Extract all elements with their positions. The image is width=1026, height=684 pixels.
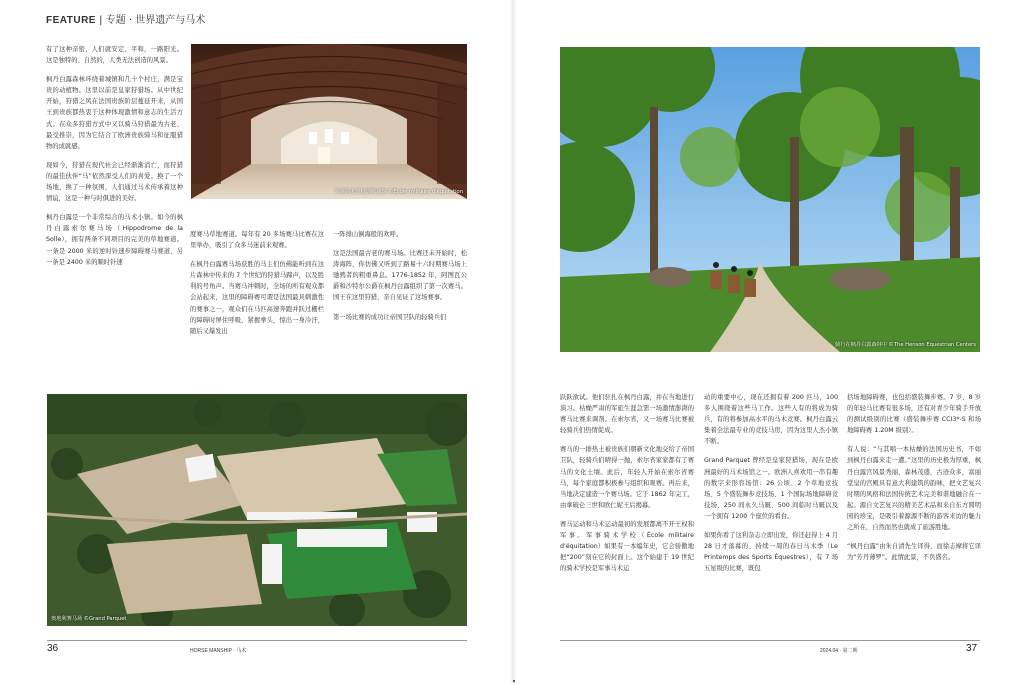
paragraph: 现如今，狩猎在现代社会已经渐渐消亡，而狩猎的最佳伙伴“马”依然深受人们的喜爱。换了一个场地，换了一种氛围，人们通过马术传承着这种情谊，这是一种与时俱进的美好。 — [46, 161, 183, 203]
paragraph: 有了这种亲密，人们就安定、平和，一路阳光。这是独特的、自然的，人类无法创造的风景。 — [46, 46, 183, 65]
forest-illustration — [560, 47, 980, 352]
paragraph: 枫丹白露是一个非常综合的马术小镇。如今的枫丹白露索尔赛马场（Hippodrome de la Solle），拥有两条不同项目的完美的草地赛道。一条是 2000 米的逆时针速步障碍赛马赛道，另一条是 2400 米的顺时针速 — [46, 214, 183, 266]
paragraph: 跃跃欲试。他们驻扎在枫丹白露，并在当地进行演习。枯燥严肃的军旅生涯急需一场激情澎湃的赛马比赛来调剂。在索尔省，又一场赛马比赛被轻骑兵们热情促成。 — [560, 394, 694, 435]
page-gutter — [510, 0, 516, 684]
bottom-dot — [513, 680, 515, 682]
paragraph: 第一场比赛的成功让帝国卫队的轻骑兵们 — [333, 313, 447, 321]
section-header — [46, 11, 205, 26]
paragraph: 这是法国最古老的赛马场。比赛还未开始时，松涛海阵，你仿佛又听到了路易十六时期赛马场上驰骋者的粗重鼻息。1776-1852 年，阿图瓦公爵和沙特尔公爵在枫丹白露组织了第一次赛马。国王在这里狩猎，亲自见证了这场赛事。 — [333, 250, 467, 302]
footer-issue: 2024.04 · 第二期 — [820, 648, 858, 654]
left-column-1 — [46, 44, 183, 369]
aerial-photo — [47, 394, 467, 626]
footer-rule-right — [560, 640, 980, 641]
hall-photo-caption: 军事骑术学校训练场馆 ©École militaire d'équitation — [334, 189, 463, 195]
footer-magazine-name: HORSE MANSHIP · 马术 — [190, 648, 247, 654]
paragraph: “枫丹白露”由朱自清先生译得，而徐志摩将它译为“芳丹薄罗”。此情此景，不负盛名。 — [847, 543, 981, 562]
aerial-photo-caption: 奥地利赛马场 ©Grand Parquet — [51, 616, 127, 622]
right-column-3 — [847, 392, 981, 632]
forest-photo — [560, 47, 980, 352]
footer-rule-left — [47, 640, 467, 641]
forest-photo-caption: 骑行在枫丹白露森林中 ©The Henson Equestrian Centers — [835, 342, 976, 348]
left-column-3 — [333, 229, 467, 369]
paragraph: 度赛马草地赛道。每年有 20 多场赛马比赛在这里举办，吸引了众多马迷前来观赛。 — [190, 231, 324, 250]
paragraph: 枫丹白露森林环绕着城镇和几十个村庄，满是宝贵的动植物。这里以前是皇家狩猎场。从中世纪开始，狩猎之风在法国贵族阶层蔓延开来，从国王到贵族都热衷于这种体现激情和意志的生活方式。在众多狩猎方式中又以骑马狩猎最为古老、最受推崇，因为它结合了欧洲贵族骑马和征服猎物的成就感。 — [46, 76, 183, 150]
paragraph: 有人说：“与其唱一本枯燥的法国历史书，不如到枫丹白露来走一遭。”这里的历史极为厚重，枫丹白露宫风景秀丽，森林茂盛，古迹众多，富丽堂皇的宫殿具有意大利建筑的韵味，把文艺复兴时期的风格和法国传统艺术完美和谐地融合在一起。源自文艺复兴的精美艺术品和来自东方圆明园的珍宝，是吸引着源源不断的游客来访的魅力之所在，自然而然也就成了旅游胜地。 — [847, 446, 981, 532]
aerial-illustration — [47, 394, 467, 626]
paragraph: 赛马运动和马术运动最初的发展都离不开王权和军事。军事骑术学校（École militaire d'équitation）如果有一本编年史，它会骄傲地把“200”刻在它的封面上。这个始建于 19 世纪的骑术学校是军事马术运 — [560, 520, 694, 573]
left-column-2 — [190, 229, 324, 369]
hall-illustration — [191, 44, 467, 199]
paragraph: 如果你看了这利杂志立即出发，你还赶得上 4 月 28 日才落幕的、持续一周的春日马术季（Le Printemps des Sports Équestres），有 7 场五星级的比赛，既包 — [704, 532, 838, 573]
paragraph: 括场地障碍赛，也包括盛装舞步赛。7 岁、8 岁的年轻马比赛有很多场，还有对青少年骑手开放的测试级别的比赛（盛装舞步赛 CCI3*-S 和场地障碍赛 1.20M 级别）。 — [847, 394, 981, 435]
paragraph: Grand Parquet 曾经是皇家狩猎场，现在是欧洲最好的马术场馆之一。欧洲人喜欢用一串有趣的数字来形容场馆：26 公顷、2 个草地竞技场、5 个盛装舞步竞技场、1 个国际场地障碍竞技场、250 间永久马厩、500 间临时马厩以及一个拥有 1200 个座位的看台。 — [704, 457, 838, 520]
paragraph: 赛马的一排热土被贵族们朝新文化地交给了帝国卫队，轻骑兵们晴得一抛，索尔省家家都有了赛马的文化土壤。此后，年轻人开始在索尔省赛马，每个家庭都积极参与组织和观赛。再后来，当地决定建造一个赛马场。它于 1862 年完工，由拿破仑三世和欧仁妮王后揭幕。 — [560, 446, 694, 509]
paragraph: 在枫丹白露赛马场获胜的马主们仿佛能听到在这片森林中传来的 7 个世纪的狩猎马蹄声，以及胜利的号角声。当赛马冲刺时，全场的所有观众都会站起来，这里的障碍赛可谓是法国最具刺激性的赛事之一，观众们在马匹高速奔跑并跃过栅栏的障碍时屏住呼吸，紧握拳头，惊出一身冷汗，随后又爆发出 — [190, 261, 324, 335]
header-divider: | — [99, 15, 106, 26]
right-column-1 — [560, 392, 694, 632]
hall-photo — [191, 44, 467, 199]
page-number-left: 36 — [47, 643, 59, 654]
page-number-right: 37 — [966, 643, 978, 654]
paragraph: 一阵排山倒海般的欢呼。 — [333, 231, 403, 238]
right-column-2 — [704, 392, 838, 632]
header-brand: FEATURE — [46, 15, 96, 26]
paragraph: 动的重要中心，现在还拥有着 200 匹马，100 多人围绕着这些马工作。这些人有的将成为骑兵，有的将参加高水平的马术竞赛。枫丹白露云集着全法最专业的竞技马房，因为这里人杰小镇不断。 — [704, 394, 838, 446]
header-section: 专题 · 世界遗产与马术 — [105, 15, 206, 26]
